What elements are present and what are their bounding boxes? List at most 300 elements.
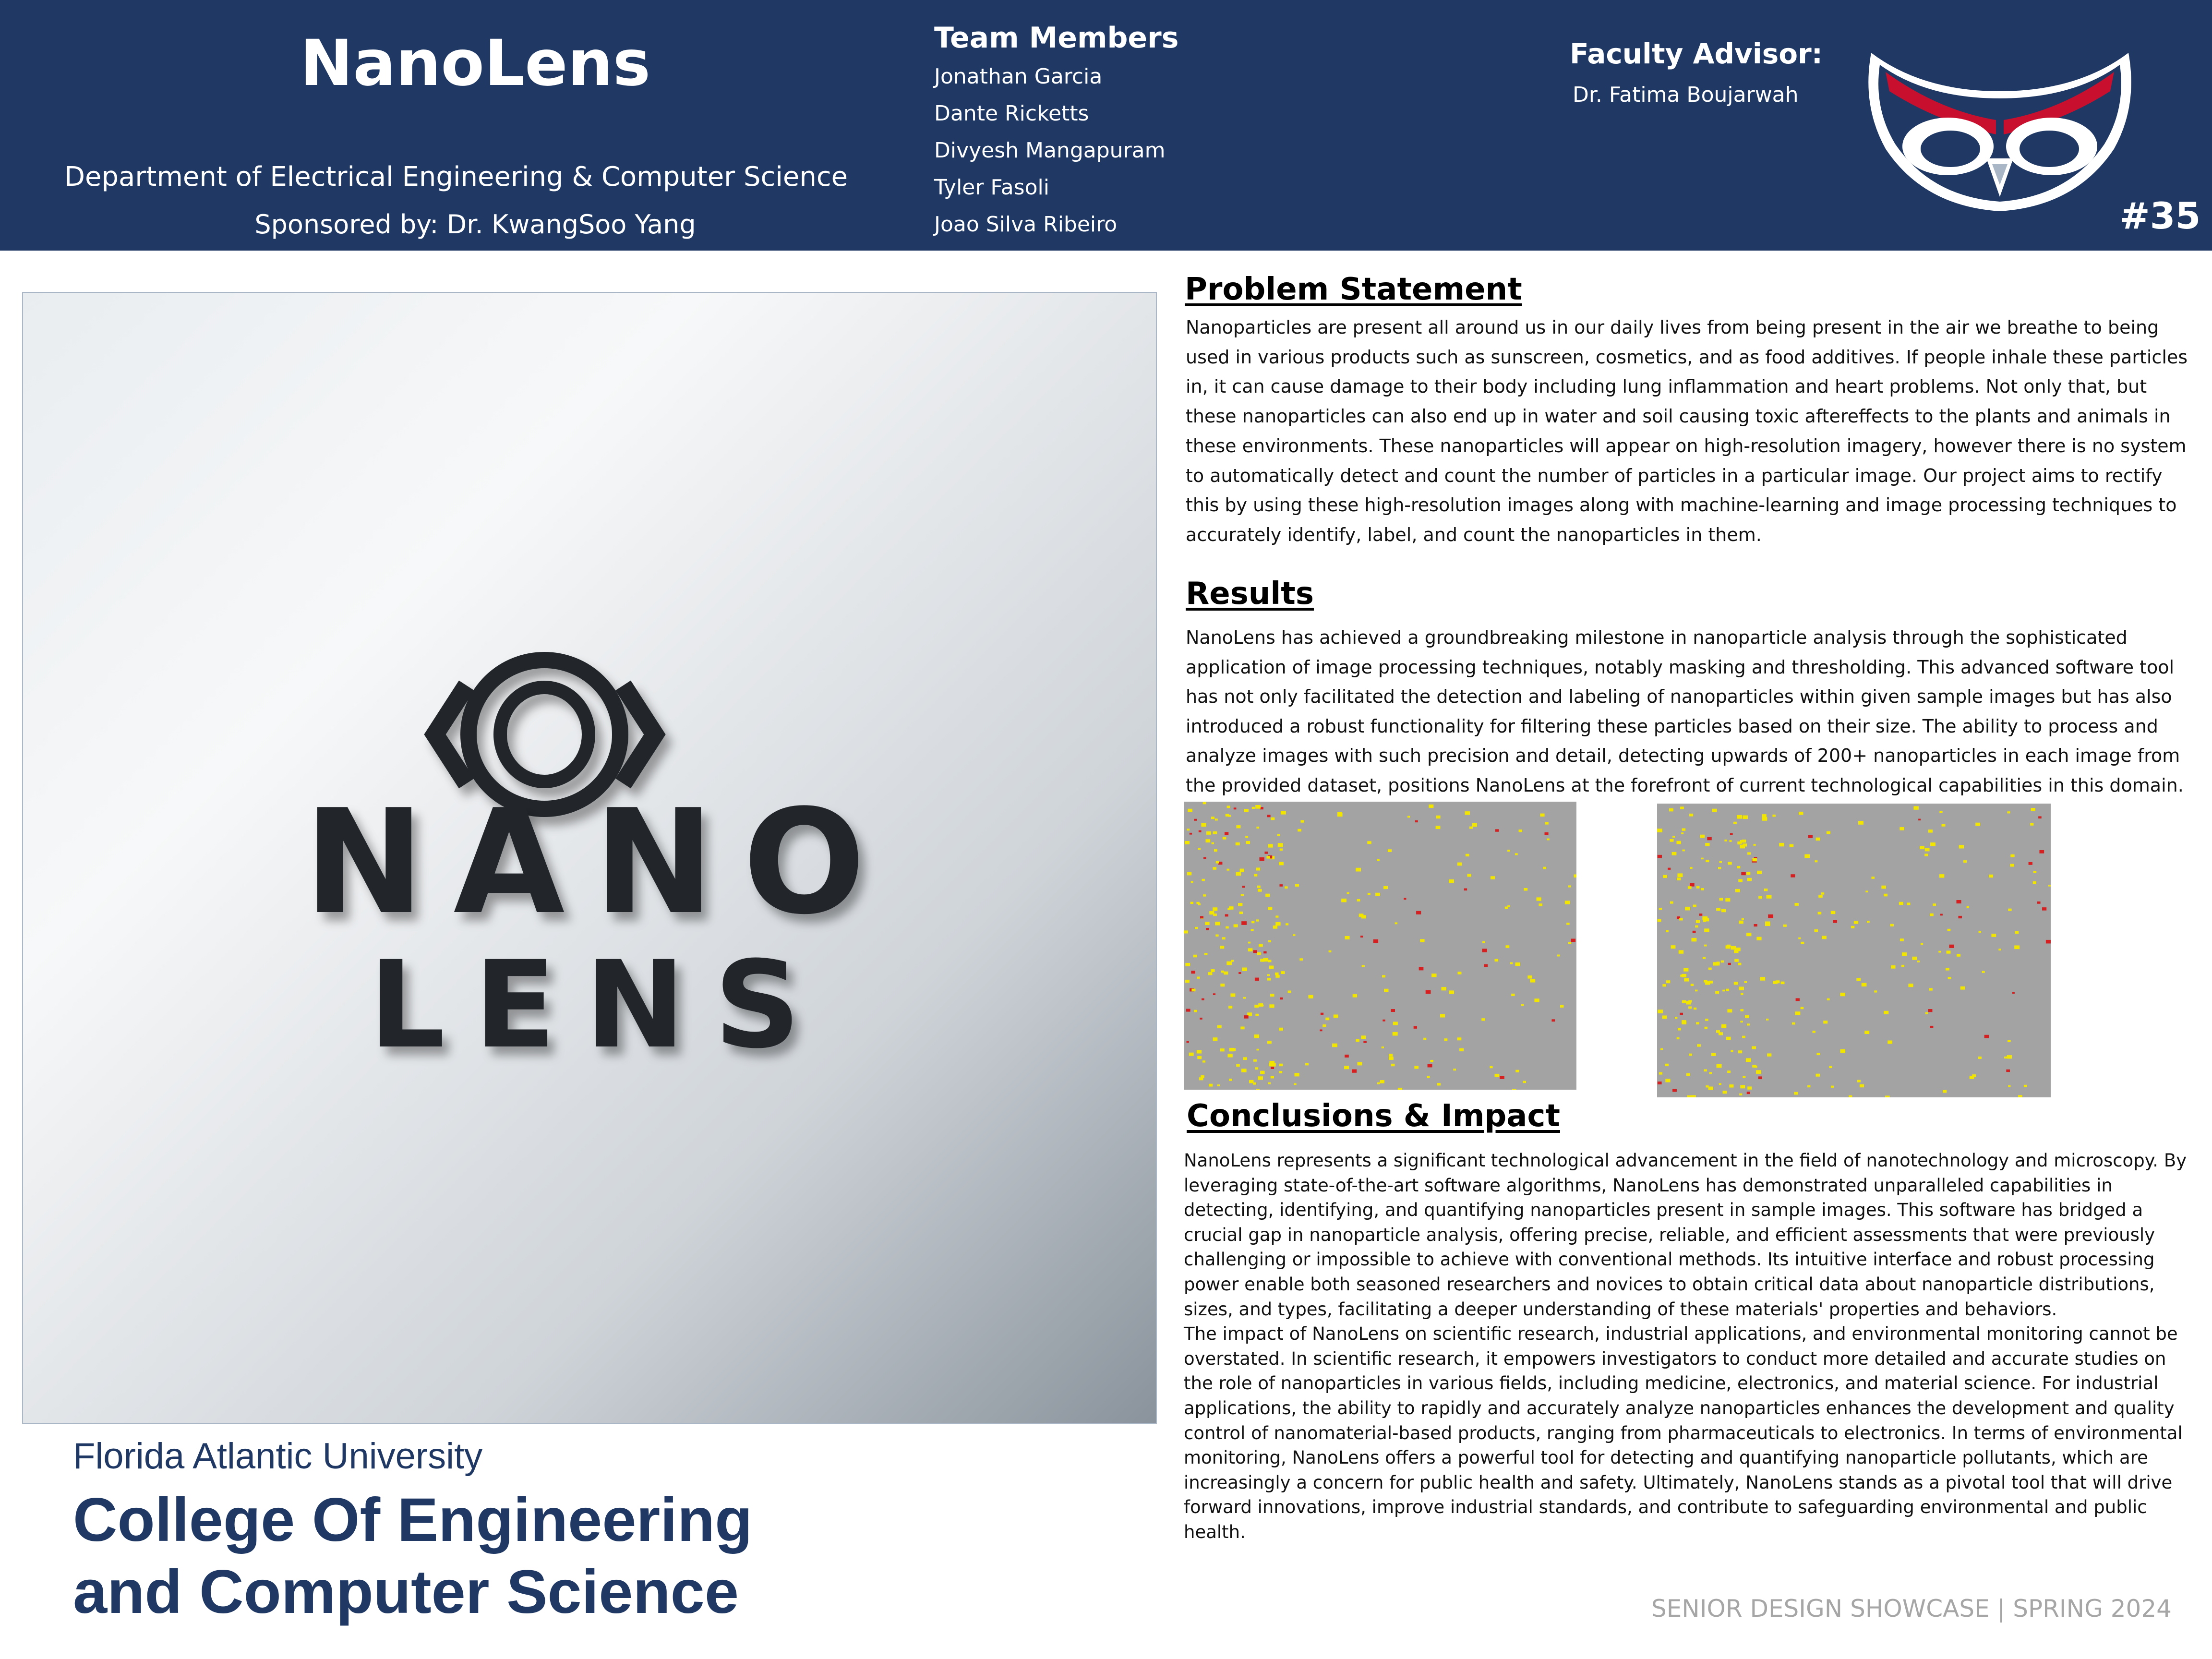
particle-marker [1187, 829, 1190, 830]
particle-marker [1704, 928, 1709, 932]
particle-marker [1530, 979, 1535, 983]
particle-marker [1970, 1076, 1974, 1079]
particle-marker [1560, 1005, 1563, 1008]
particle-marker [1215, 935, 1218, 937]
particle-marker [1257, 1049, 1259, 1051]
college-name-line2: and Computer Science [73, 1558, 739, 1626]
particle-marker [1194, 1010, 1197, 1012]
particle-marker [1322, 1024, 1326, 1027]
particle-marker [1252, 807, 1255, 809]
particle-marker [1920, 846, 1924, 849]
particle-marker [1320, 1030, 1322, 1032]
particle-marker [1248, 948, 1253, 951]
particle-marker [1268, 844, 1273, 847]
particle-marker [1256, 827, 1259, 829]
particle-marker [1745, 1015, 1749, 1018]
particle-marker [1984, 1035, 1989, 1038]
particle-marker [1185, 963, 1190, 966]
particle-marker [1253, 950, 1257, 953]
particle-marker [1507, 905, 1510, 907]
particle-marker [1754, 924, 1757, 926]
particle-marker [1670, 902, 1673, 904]
particle-marker [1833, 920, 1837, 923]
particle-marker [1212, 842, 1214, 844]
particle-marker [1949, 945, 1954, 948]
particle-marker [2039, 850, 2044, 854]
particle-marker [1524, 888, 1527, 890]
particle-marker [1230, 993, 1235, 997]
particle-marker [1746, 872, 1750, 875]
particle-marker [1683, 850, 1685, 852]
particle-marker [1764, 889, 1768, 891]
team-members-list [934, 62, 1166, 247]
particle-marker [1268, 907, 1272, 910]
particle-marker [1565, 901, 1570, 904]
results-body: NanoLens has achieved a groundbreaking milestone in nanoparticle analysis through the sophisticated application of image processing techniques, notably masking and thresholding. This advanced software tool has not only facilitated the detection and labeling of nanoparticles within given sample images but has also introduced a robust functionality for filtering these particles based on their size. The ability to process and analyze images with such precision and detail, detecting upwards of 200+ nanoparticles in each image from the provided dataset, positions NanoLens at the forefront of current technological capabilities in this domain. [1186, 627, 2184, 796]
particle-marker [1211, 817, 1214, 819]
particle-marker [1295, 884, 1299, 887]
particle-marker [1739, 921, 1743, 924]
particle-marker [2007, 811, 2010, 813]
particle-marker [1216, 861, 1219, 864]
particle-marker [1490, 1066, 1492, 1068]
particle-marker [1551, 1019, 1555, 1022]
particle-marker [1420, 939, 1424, 942]
particle-marker [1356, 1039, 1359, 1042]
particle-overlay [1657, 804, 2051, 1097]
particle-marker [1566, 923, 1569, 925]
particle-marker [1939, 811, 1942, 813]
particle-marker [1444, 1038, 1448, 1041]
particle-marker [1727, 945, 1731, 947]
particle-marker [1547, 839, 1549, 841]
particle-marker [1989, 875, 1993, 878]
particle-marker [1257, 952, 1261, 955]
particle-marker [1688, 886, 1692, 889]
particle-marker [1930, 842, 1936, 846]
particle-marker [1705, 1019, 1708, 1021]
particle-marker [1928, 1009, 1933, 1012]
particle-marker [1275, 975, 1279, 978]
particle-marker [2010, 854, 2014, 857]
particle-marker [1449, 990, 1454, 994]
particle-marker [1688, 1006, 1692, 1009]
particle-marker [1484, 964, 1488, 967]
particle-marker [1382, 1046, 1384, 1048]
particle-marker [1545, 822, 1548, 824]
particle-marker [1660, 1048, 1663, 1050]
particle-marker [1200, 1018, 1202, 1020]
particle-marker [1742, 840, 1746, 842]
particle-marker [1704, 980, 1707, 982]
particle-marker [1776, 980, 1780, 983]
particle-marker [1864, 1031, 1869, 1034]
particle-marker [1213, 914, 1216, 916]
particle-marker [1568, 942, 1571, 944]
particle-marker [1325, 1018, 1329, 1021]
particle-marker [1795, 903, 1799, 906]
particle-marker [1799, 812, 1803, 815]
particle-marker [1519, 830, 1522, 832]
conclusions-body [1184, 1148, 2192, 1545]
sponsor-label: Sponsored by: Dr. KwangSoo Yang [254, 209, 696, 240]
particle-marker [1723, 1091, 1727, 1094]
particle-marker [1574, 874, 1576, 877]
particle-marker [1193, 955, 1197, 958]
particle-marker [1676, 841, 1681, 844]
particle-marker [1251, 929, 1254, 931]
conclusions-paragraph: NanoLens represents a significant technological advancement in the field of nanotechnology and microscopy. By leveraging state-of-the-art software algorithms, NanoLens has demonstrated unparalleled capabilities in detecting, identifying, and quantifying nanoparticles present in sample images. This software has bridged a crucial gap in nanoparticle analysis, offering precise, reliable, and efficient assessments that were previously challenging or impossible to achieve with conventional methods. Its intuitive interface and robust processing power enable both seasoned researchers and novices to obtain critical data about nanoparticle distributions, sizes, and types, facilitating a deeper understanding of these materials' properties and behaviors. [1184, 1150, 2187, 1320]
particle-marker [1747, 1092, 1750, 1094]
particle-marker [1691, 984, 1694, 986]
particle-marker [1758, 1076, 1762, 1079]
particle-marker [1225, 832, 1228, 835]
particle-marker [1184, 930, 1188, 933]
particle-marker [1244, 1015, 1248, 1019]
particle-marker [1242, 886, 1245, 888]
particle-marker [1677, 1037, 1680, 1039]
particle-marker [1724, 840, 1727, 842]
particle-marker [1568, 885, 1571, 887]
particle-marker [1925, 1012, 1928, 1014]
particle-marker [1271, 1067, 1274, 1069]
particle-marker [1431, 974, 1436, 977]
particle-marker [1258, 889, 1262, 892]
team-member: Joao Silva Ribeiro [934, 212, 1118, 237]
particle-marker [1907, 902, 1910, 905]
particle-marker [1281, 811, 1286, 815]
particle-marker [1213, 867, 1216, 869]
particle-marker [1682, 1020, 1686, 1023]
particle-marker [1264, 852, 1268, 854]
particle-marker [1756, 1070, 1761, 1074]
particle-marker [1708, 1087, 1713, 1090]
particle-marker [1375, 893, 1380, 896]
particle-marker [1743, 1076, 1745, 1078]
particle-marker [1332, 1044, 1337, 1047]
particle-marker [1733, 822, 1737, 824]
particle-marker [1707, 837, 1711, 841]
particle-marker [1227, 869, 1230, 871]
particle-marker [1716, 1030, 1720, 1033]
particle-marker [1816, 838, 1820, 841]
particle-marker [1729, 1084, 1733, 1087]
particle-marker [1377, 1082, 1380, 1084]
particle-marker [1388, 849, 1392, 852]
particle-marker [1360, 936, 1363, 938]
particle-marker [1260, 1071, 1264, 1074]
particle-marker [1299, 958, 1303, 961]
particle-marker [1254, 1034, 1260, 1038]
particle-marker [1730, 833, 1733, 835]
particle-marker [1659, 908, 1662, 910]
particle-marker [1213, 831, 1217, 834]
particle-marker [1223, 837, 1226, 839]
particle-marker [1760, 977, 1766, 980]
particle-marker [1933, 903, 1936, 906]
particle-marker [1979, 931, 1982, 933]
particle-marker [2033, 871, 2037, 873]
particle-marker [1293, 934, 1295, 936]
particle-marker [1680, 806, 1684, 809]
particle-marker [1884, 1011, 1888, 1014]
particle-marker [1795, 1011, 1800, 1015]
particle-marker [1672, 1089, 1677, 1092]
particle-marker [1672, 852, 1677, 855]
particle-marker [1271, 1076, 1274, 1078]
particle-marker [1675, 1017, 1677, 1019]
particle-marker [1741, 1009, 1743, 1011]
poster-number-badge: #35 [2119, 194, 2201, 237]
particle-marker [1721, 961, 1724, 963]
particle-marker [1329, 950, 1332, 952]
particle-marker [1205, 922, 1209, 925]
particle-marker [1398, 1088, 1402, 1090]
particle-marker [1267, 1041, 1272, 1044]
particle-marker [1666, 930, 1669, 932]
particle-marker [1238, 903, 1242, 906]
particle-detection-image-1 [1184, 802, 1576, 1090]
particle-marker [1928, 830, 1933, 832]
particle-marker [1190, 902, 1193, 904]
particle-marker [1239, 912, 1243, 914]
particle-marker [1228, 815, 1231, 817]
particle-marker [1361, 1035, 1366, 1039]
particle-marker [2008, 1040, 2011, 1042]
particle-marker [1762, 817, 1767, 821]
particle-marker [1711, 1053, 1716, 1056]
particle-marker [1728, 963, 1731, 965]
particle-marker [1702, 916, 1707, 920]
particle-marker [1695, 990, 1697, 992]
micrograph-background [1657, 804, 2051, 1097]
particle-marker [1706, 1085, 1708, 1087]
particle-marker [1228, 1006, 1232, 1009]
particle-marker [1689, 1054, 1692, 1056]
particle-marker [1767, 1053, 1771, 1056]
faculty-advisor-heading: Faculty Advisor: [1570, 37, 1823, 70]
particle-marker [1957, 954, 1960, 957]
particle-marker [1924, 854, 1928, 856]
particle-detection-image-2 [1657, 804, 2051, 1097]
particle-marker [2037, 902, 2041, 904]
particle-marker [1741, 993, 1743, 995]
particle-marker [1729, 840, 1731, 842]
particle-marker [1197, 977, 1200, 979]
particle-marker [1190, 833, 1192, 835]
particle-marker [1395, 922, 1397, 924]
particle-marker [1657, 829, 1662, 832]
particle-marker [1930, 914, 1934, 916]
particle-marker [1521, 1004, 1524, 1006]
particle-marker [1738, 963, 1741, 965]
particle-marker [1747, 878, 1752, 881]
particle-marker [1197, 1050, 1202, 1053]
particle-marker [1792, 1022, 1795, 1025]
particle-marker [1270, 994, 1274, 997]
particle-marker [1251, 921, 1254, 923]
particle-marker [1500, 1076, 1504, 1079]
particle-marker [1353, 994, 1357, 998]
particle-marker [1203, 894, 1206, 896]
particle-marker [1217, 1084, 1220, 1086]
particle-marker [1663, 875, 1667, 878]
particle-marker [1191, 989, 1195, 992]
particle-marker [1347, 892, 1349, 894]
particle-marker [1220, 946, 1225, 949]
particle-marker [1719, 1083, 1721, 1085]
particle-marker [1741, 872, 1745, 876]
particle-marker [1188, 809, 1192, 812]
particle-marker [1742, 1036, 1745, 1038]
particle-marker [1978, 1057, 1982, 1059]
particle-marker [1975, 823, 1980, 826]
particle-marker [1665, 1064, 1669, 1066]
particle-marker [1382, 975, 1385, 977]
particle-marker [1666, 980, 1671, 983]
micrograph-background [1184, 802, 1576, 1090]
particle-marker [1208, 972, 1213, 975]
particle-marker [1414, 1026, 1417, 1029]
particle-marker [1294, 1083, 1297, 1085]
particle-marker [1881, 886, 1886, 889]
particle-marker [1407, 816, 1410, 818]
particle-marker [1241, 921, 1247, 925]
particle-marker [2007, 1055, 2012, 1058]
particle-marker [2042, 907, 2046, 910]
department-label: Department of Electrical Engineering & Computer Science [64, 161, 848, 192]
particle-marker [1203, 857, 1206, 859]
particle-marker [1225, 914, 1228, 916]
particle-marker [1695, 926, 1698, 928]
particle-marker [1523, 1081, 1526, 1083]
particle-marker [1754, 844, 1756, 846]
particle-marker [1829, 1066, 1832, 1068]
particle-marker [1255, 1014, 1259, 1016]
particle-marker [1215, 818, 1218, 820]
particle-marker [1217, 1025, 1222, 1028]
particle-marker [1543, 867, 1546, 869]
particle-marker [1708, 968, 1712, 970]
particle-marker [1334, 1014, 1338, 1018]
particle-marker [1449, 879, 1454, 883]
particle-marker [1680, 974, 1683, 976]
particle-marker [1440, 1014, 1445, 1017]
particle-marker [1308, 995, 1313, 998]
particle-marker [1719, 898, 1723, 901]
particle-marker [1860, 1084, 1864, 1088]
particle-marker [1731, 946, 1736, 950]
particle-marker [1849, 1095, 1852, 1097]
particle-marker [1899, 827, 1904, 830]
particle-marker [1256, 867, 1260, 870]
particle-marker [1767, 895, 1772, 899]
particle-marker [1734, 959, 1739, 962]
particle-marker [1267, 815, 1271, 817]
particle-marker [1512, 1089, 1516, 1090]
particle-marker [1198, 848, 1201, 850]
particle-marker [1801, 1007, 1804, 1010]
problem-statement-body: Nanoparticles are present all around us in our daily lives from being present in the air we breathe to being used in various products such as sunscreen, cosmetics, and as food additives. If people inhale these particles in, it can cause damage to their body including lung inflammation and heart problems. Not only that, but these nanoparticles can also end up in water and soil causing toxic aftereffects to the plants and animals in these environments. These nanoparticles will appear on high-resolution imagery, however there is no system to automatically detect and count the number of particles in a particular image. Our project aims to rectify this by using these high-resolution images along with machine-learning and image processing techniques to accurately identify, label, and count the nanoparticles in them. [1186, 317, 2188, 545]
particle-marker [1380, 1080, 1384, 1083]
particle-marker [1701, 858, 1704, 860]
particle-marker [1823, 1021, 1827, 1023]
particle-marker [1227, 805, 1230, 808]
particle-marker [1202, 1060, 1205, 1062]
particle-marker [1191, 881, 1193, 883]
particle-marker [1709, 1072, 1712, 1074]
particle-marker [1286, 923, 1288, 925]
particle-marker [1557, 955, 1560, 957]
particle-marker [1728, 862, 1731, 865]
particle-marker [1690, 883, 1695, 887]
particle-marker [1665, 1079, 1670, 1082]
particle-marker [1762, 814, 1767, 817]
particle-marker [1357, 899, 1360, 902]
particle-marker [1885, 1095, 1889, 1097]
particle-marker [1871, 877, 1875, 879]
particle-marker [1716, 908, 1720, 911]
particle-marker [1699, 914, 1703, 916]
particle-marker [1511, 994, 1515, 996]
particle-marker [1727, 1070, 1731, 1073]
particle-marker [1752, 1046, 1756, 1049]
particle-marker [1305, 1063, 1309, 1066]
particle-marker [1696, 1022, 1699, 1024]
particle-marker [1756, 937, 1761, 940]
particle-marker [1255, 1067, 1258, 1070]
particle-marker [1211, 969, 1214, 972]
particle-marker [1507, 850, 1510, 852]
particle-marker [1248, 942, 1250, 944]
team-member: Tyler Fasoli [934, 175, 1049, 200]
particle-marker [1515, 853, 1518, 855]
particle-marker [2029, 862, 2032, 865]
particle-marker [1901, 965, 1904, 967]
particle-marker [1704, 945, 1707, 947]
particle-marker [1705, 843, 1709, 846]
particle-marker [1727, 1009, 1732, 1012]
particle-marker [1719, 861, 1722, 863]
particle-marker [1278, 843, 1283, 847]
particle-marker [1275, 973, 1279, 975]
particle-marker [1423, 1038, 1426, 1040]
particle-marker [1856, 978, 1861, 981]
particle-marker [1457, 972, 1461, 974]
particle-marker [1213, 907, 1217, 911]
particle-marker [1472, 823, 1477, 827]
particle-marker [1294, 1073, 1299, 1076]
particle-marker [1495, 829, 1499, 831]
particle-marker [1662, 984, 1666, 986]
particle-marker [1222, 937, 1226, 939]
particle-marker [1288, 991, 1291, 993]
particle-marker [1344, 1066, 1349, 1069]
particle-marker [1539, 903, 1542, 906]
particle-marker [1791, 874, 1795, 877]
particle-marker [1436, 826, 1441, 829]
particle-marker [1254, 874, 1257, 877]
particle-marker [1414, 1066, 1419, 1069]
particle-marker [1668, 868, 1671, 870]
particle-marker [1214, 849, 1217, 852]
particle-marker [1781, 982, 1785, 985]
particle-marker [1194, 819, 1197, 821]
particle-marker [1537, 897, 1541, 901]
particle-marker [1404, 898, 1406, 900]
particle-marker [1691, 1095, 1696, 1097]
particle-marker [1689, 814, 1693, 817]
